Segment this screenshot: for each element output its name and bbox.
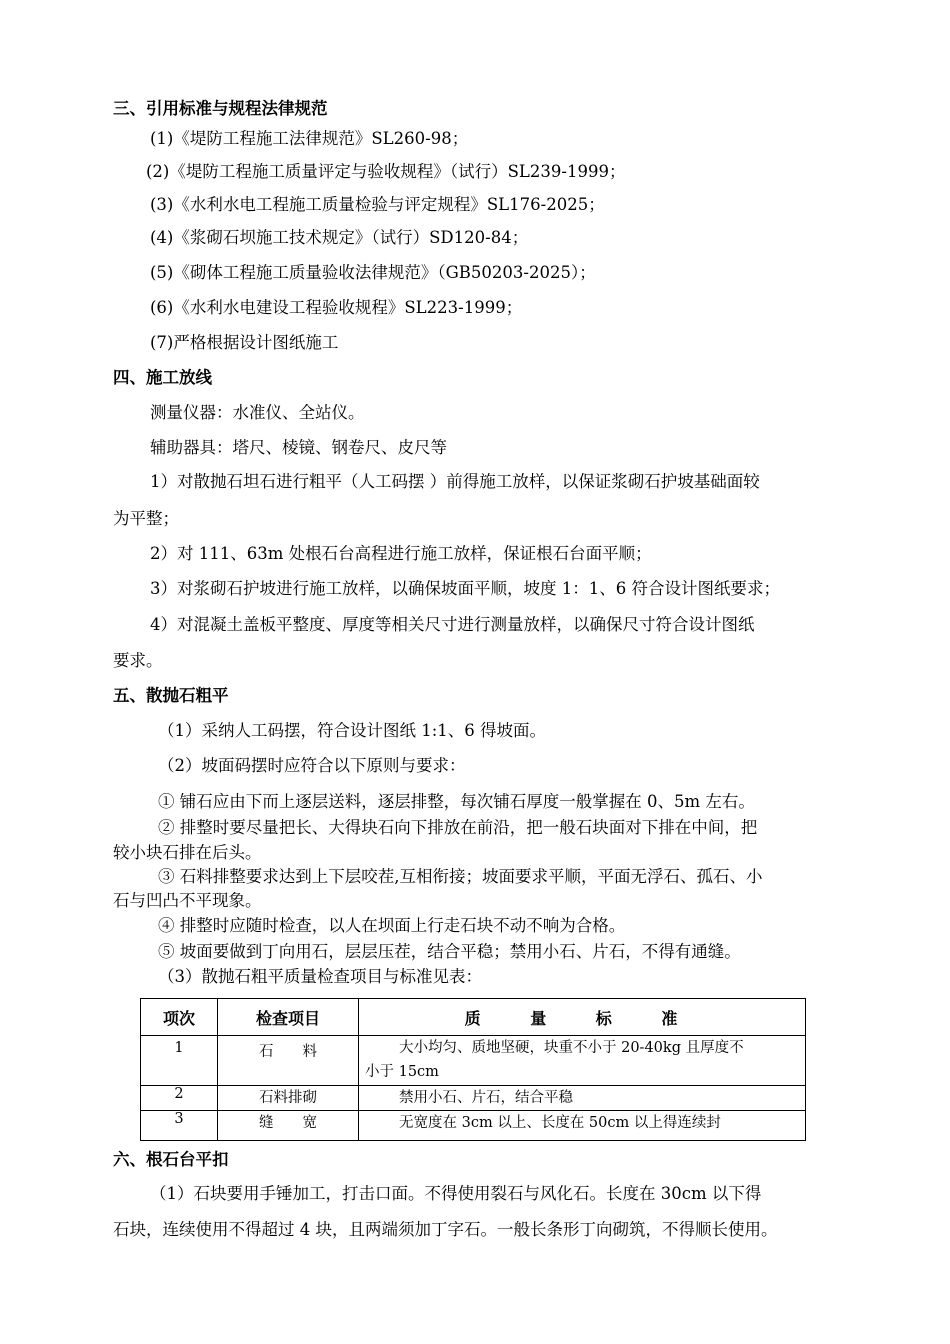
- header-no: 项次: [141, 999, 218, 1036]
- layout-step-4: 4）对混凝土盖板平整度、厚度等相关尺寸进行测量放样，以确保尺寸符合设计图纸: [150, 615, 755, 634]
- rule-4: ④ 排整时应随时检查，以人在坝面上行走石块不动不响为合格。: [158, 916, 626, 935]
- table-row: [141, 1036, 806, 1086]
- layout-step-1-cont: 为平整；: [113, 509, 179, 528]
- layout-step-2: 2）对 111、63m 处根石台高程进行施工放样，保证根石台面平顺；: [150, 544, 652, 563]
- header-standard: 质 量 标 准: [359, 999, 806, 1036]
- row-standard: 无宽度在 3cm 以上、长度在 50cm 以上得连续封: [359, 1111, 806, 1141]
- section-3-title: 三、引用标准与规程法律规范: [113, 99, 328, 118]
- standard-item-1: (1)《堤防工程施工法律规范》SL260-98；: [150, 129, 469, 148]
- standard-item-5: (5)《砌体工程施工质量验收法律规范》（GB50203-2025）；: [150, 263, 596, 282]
- row-standard: 禁用小石、片石，结合平稳: [359, 1086, 806, 1111]
- rule-5: ⑤ 坡面要做到丁向用石，层层压茬，结合平稳；禁用小石、片石，不得有通缝。: [158, 942, 741, 961]
- layout-step-3: 3）对浆砌石护坡进行施工放样，以确保坡面平顺，坡度 1：1、6 符合设计图纸要求；: [150, 579, 780, 598]
- layout-step-4-cont: 要求。: [113, 651, 163, 670]
- section-4-title: 四、施工放线: [113, 368, 212, 387]
- toe-platform-item-1: （1）石块要用手锤加工，打击口面。不得使用裂石与风化石。长度在 30cm 以下得: [150, 1184, 762, 1203]
- row-standard: 大小均匀、质地坚硬，块重不小于 20-40kg 且厚度不 小于 15cm: [359, 1036, 806, 1086]
- row-no: 3: [141, 1111, 218, 1141]
- section-5-title: 五、散抛石粗平: [113, 686, 229, 705]
- standard-item-2: (2)《堤防工程施工质量评定与验收规程》（试行）SL239-1999；: [146, 162, 626, 181]
- auxiliary-tools: 辅助器具：塔尺、棱镜、钢卷尺、皮尺等: [150, 438, 447, 457]
- row-item: 石料排砌: [218, 1086, 359, 1111]
- section-6-title: 六、根石台平扣: [113, 1150, 229, 1169]
- rule-2: ② 排整时要尽量把长、大得块石向下排放在前沿，把一般石块面对下排在中间，把: [158, 818, 758, 837]
- rough-level-item-1: （1）采纳人工码摆，符合设计图纸 1:1、6 得坡面。: [158, 721, 547, 740]
- standard-item-4: (4)《浆砌石坝施工技术规定》（试行）SD120-84；: [150, 228, 529, 247]
- standard-item-6: (6)《水利水电建设工程验收规程》SL223-1999；: [150, 298, 523, 317]
- row-item: 石 料: [218, 1036, 359, 1086]
- table-row: [141, 1111, 806, 1141]
- table-row: [141, 1086, 806, 1111]
- survey-instruments: 测量仪器：水准仪、全站仪。: [150, 403, 365, 422]
- standard-item-3: (3)《水利水电工程施工质量检验与评定规程》SL176-2025；: [150, 195, 605, 214]
- quality-standard-table: [140, 998, 806, 1141]
- toe-platform-item-1-cont: 石块，连续使用不得超过 4 块，且两端须加丁字石。一般长条形丁向砌筑，不得顺长使用。: [113, 1220, 778, 1239]
- row-no: 2: [141, 1086, 218, 1111]
- rough-level-item-2: （2）坡面码摆时应符合以下原则与要求：: [158, 756, 466, 775]
- rough-level-item-3: （3）散抛石粗平质量检查项目与标准见表：: [158, 967, 482, 986]
- rule-1: ① 铺石应由下而上逐层送料，逐层排整，每次铺石厚度一般掌握在 0、5m 左右。: [158, 792, 755, 811]
- layout-step-1: 1）对散抛石坦石进行粗平（人工码摆 ）前得施工放样，以保证浆砌石护坡基础面较: [150, 472, 760, 491]
- row-item: 缝 宽: [218, 1111, 359, 1141]
- standard-item-7: (7)严格根据设计图纸施工: [150, 333, 339, 352]
- row-no: 1: [141, 1036, 218, 1086]
- rule-3-cont: 石与凹凸不平现象。: [113, 891, 262, 910]
- rule-3: ③ 石料排整要求达到上下层咬茬,互相衔接；坡面要求平顺，平面无浮石、孤石、小: [158, 867, 763, 886]
- table-header-row: [141, 999, 806, 1036]
- header-item: 检查项目: [218, 999, 359, 1036]
- rule-2-cont: 较小块石排在后头。: [113, 843, 262, 862]
